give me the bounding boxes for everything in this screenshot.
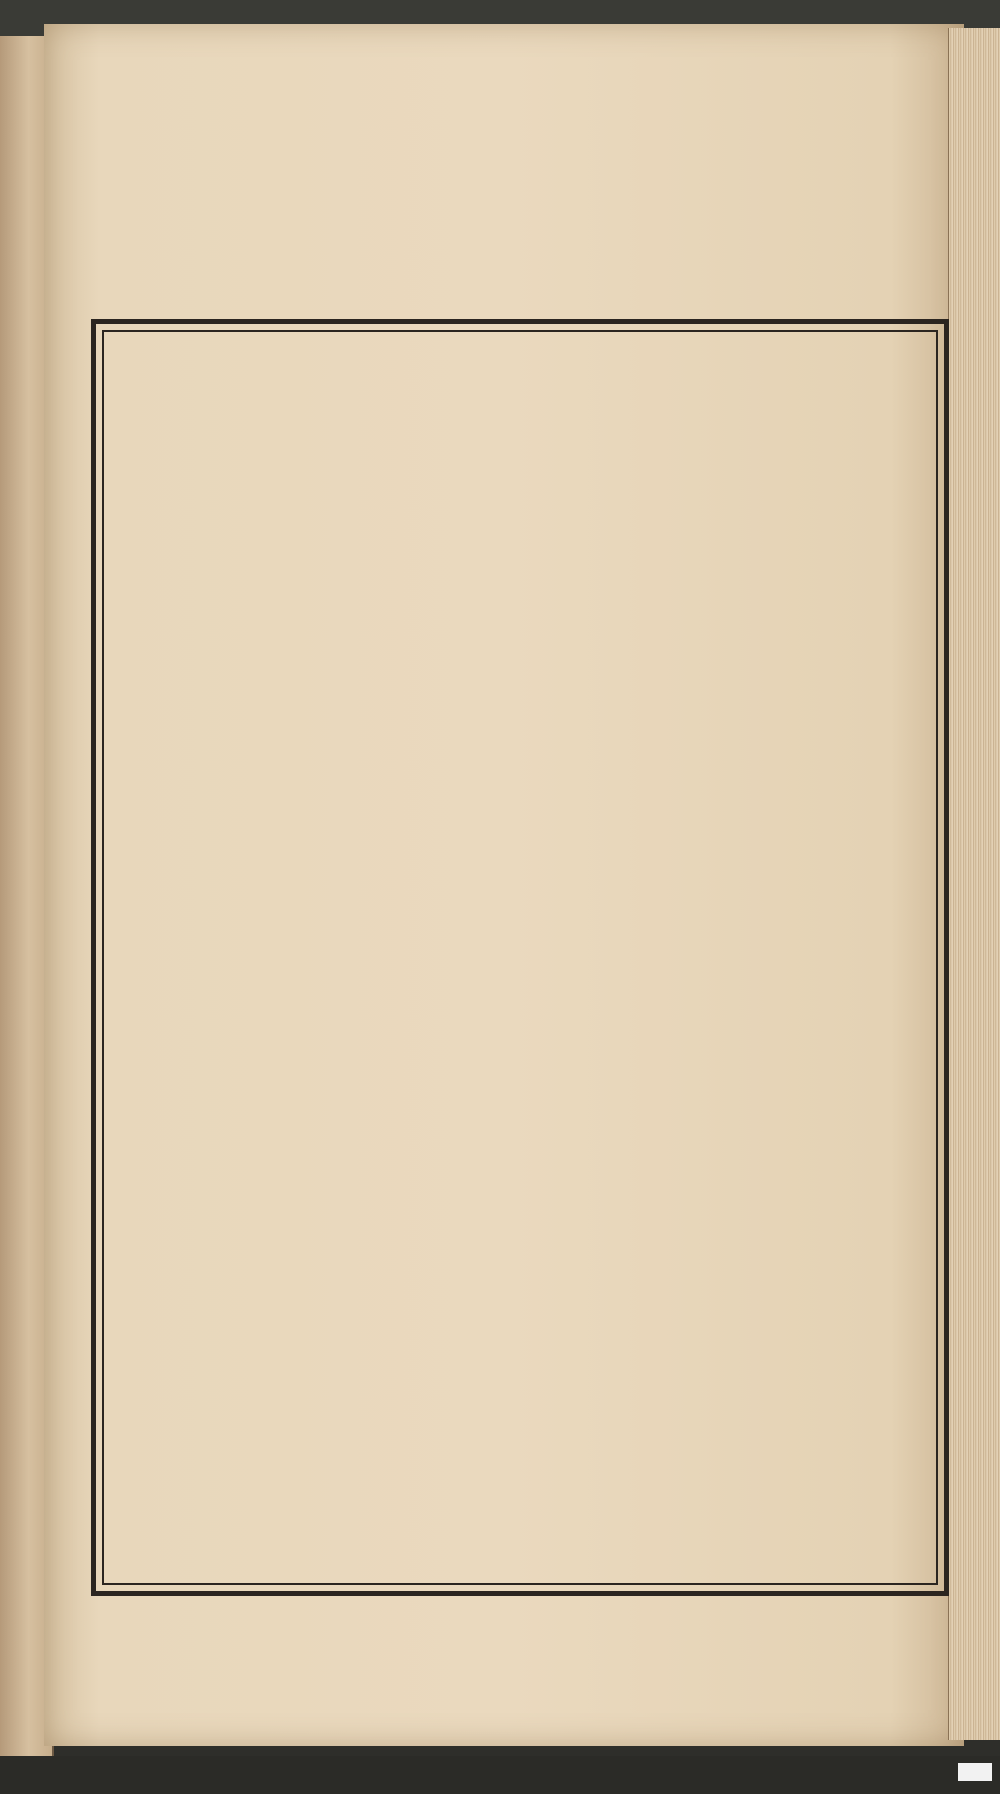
text-frame-inner-rule — [102, 330, 938, 1585]
dfg-logo — [958, 1763, 992, 1781]
footer-bar — [0, 1756, 1000, 1794]
page-stack-edges — [948, 28, 1000, 1740]
text-frame — [91, 319, 949, 1596]
